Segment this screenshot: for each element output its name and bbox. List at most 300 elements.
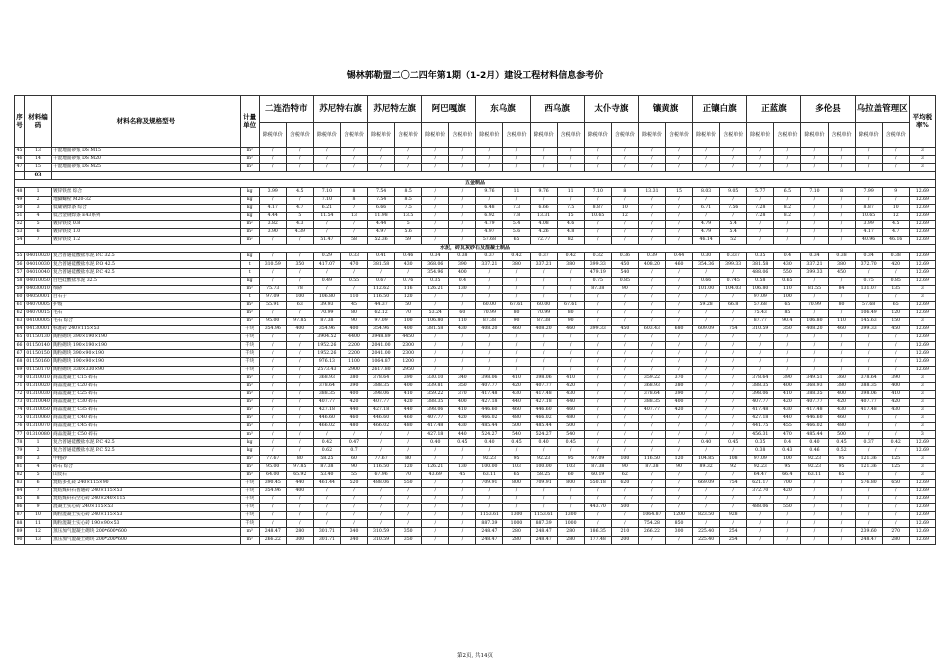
cell-price: 248.47	[476, 528, 503, 536]
cell-price: 0.75	[584, 277, 611, 285]
table-row	[15, 439, 936, 447]
cell-price: 4.79	[693, 220, 720, 228]
cell-price: /	[828, 220, 855, 228]
cell-price: 50	[395, 301, 422, 309]
cell-price: 410	[557, 374, 584, 382]
cell-price: /	[855, 487, 882, 495]
cell-price: /	[828, 212, 855, 220]
cell-price: 460	[557, 407, 584, 415]
cell-price: /	[368, 447, 395, 455]
cell-price: 46.16	[882, 237, 909, 245]
cell-price: /	[747, 512, 774, 520]
cell-price: 430	[828, 407, 855, 415]
cell-price: /	[638, 496, 665, 504]
cell-price: /	[449, 536, 476, 544]
cell-price: /	[449, 366, 476, 374]
cell-unit: m³	[240, 528, 259, 536]
cell-price: /	[855, 164, 882, 172]
cell-price: /	[747, 342, 774, 350]
cell-price: /	[665, 334, 692, 342]
cell-code: 04070015	[25, 309, 52, 317]
cell-price: 0.35	[747, 439, 774, 447]
cell-price: 90	[557, 317, 584, 325]
cell-price: 92.23	[801, 455, 828, 463]
cell-price: 266.22	[638, 528, 665, 536]
cell-tax-rate: 12.69	[909, 520, 935, 528]
header-price-incl-tax: 含税单价	[774, 123, 801, 148]
cell-price: 4.8	[557, 228, 584, 236]
cell-price: 0.49	[313, 277, 340, 285]
banner-header: 苏尼特右旗	[313, 96, 367, 123]
cell-price: 80	[395, 455, 422, 463]
cell-material-name: 山皮石	[52, 471, 241, 479]
cell-price: 1000	[503, 520, 530, 528]
cell-price: 400	[286, 487, 313, 495]
cell-material-name: 商品混凝土 C35 碎石	[52, 407, 241, 415]
cell-price: 95.00	[259, 317, 286, 325]
cell-price: /	[801, 220, 828, 228]
cell-price: /	[259, 374, 286, 382]
cell-code: 01150150	[25, 350, 52, 358]
cell-price: 62	[611, 471, 638, 479]
cell-price: 400	[449, 269, 476, 277]
cell-price: 4.44	[259, 212, 286, 220]
cell-code: 15	[25, 164, 52, 172]
cell-price: 8	[340, 188, 367, 196]
cell-price: /	[774, 334, 801, 342]
cell-price: /	[530, 277, 557, 285]
cell-material-name: 商品混凝土 C15 碎石	[52, 374, 241, 382]
cell-price: 500	[503, 423, 530, 431]
cell-seq: 61	[15, 301, 25, 309]
cell-price: /	[882, 358, 909, 366]
table-row	[15, 366, 936, 374]
cell-material-name: 白色硅酸盐水泥 32.5	[52, 277, 241, 285]
cell-price: /	[422, 520, 449, 528]
cell-price: 8.2	[774, 212, 801, 220]
cell-price: /	[584, 228, 611, 236]
header-price-incl-tax: 含税单价	[882, 123, 909, 148]
cell-price: /	[449, 504, 476, 512]
table-row	[15, 382, 936, 390]
cell-price: /	[313, 496, 340, 504]
cell-price: /	[638, 487, 665, 495]
cell-price: /	[665, 423, 692, 431]
cell-price: /	[665, 536, 692, 544]
cell-price: /	[530, 496, 557, 504]
section-spacer	[52, 172, 936, 180]
cell-price: /	[557, 334, 584, 342]
cell-unit: m³	[240, 390, 259, 398]
cell-price: 400	[395, 326, 422, 334]
cell-price: /	[693, 398, 720, 406]
cell-price: 120	[395, 293, 422, 301]
banner-header: 苏尼特左旗	[368, 96, 422, 123]
cell-price: 340	[449, 374, 476, 382]
cell-price: /	[313, 504, 340, 512]
cell-price: /	[665, 431, 692, 439]
cell-tax-rate: 12.69	[909, 504, 935, 512]
cell-price: 130	[449, 463, 476, 471]
header-price-excl-tax: 除税单价	[422, 123, 449, 148]
cell-material-name: 商品混凝土 C45 碎石	[52, 423, 241, 431]
cell-price: 407.77	[801, 398, 828, 406]
cell-price: /	[665, 285, 692, 293]
cell-price: /	[422, 455, 449, 463]
cell-price: 0.45	[720, 439, 747, 447]
cell-price: 427.18	[422, 431, 449, 439]
cell-price: /	[530, 269, 557, 277]
table-row	[15, 301, 936, 309]
cell-price: 131.07	[855, 285, 882, 293]
cell-price: 388.35	[855, 382, 882, 390]
cell-price: 410	[449, 407, 476, 415]
cell-price: /	[395, 504, 422, 512]
cell-price: 550	[395, 479, 422, 487]
cell-code: 14	[25, 156, 52, 164]
cell-price: 430	[395, 261, 422, 269]
header-price-incl-tax: 含税单价	[340, 123, 367, 148]
cell-price: 87.38	[313, 317, 340, 325]
cell-price: 390	[395, 374, 422, 382]
cell-code: 4	[25, 212, 52, 220]
cell-price: 480	[503, 415, 530, 423]
section-code: 03	[25, 172, 52, 180]
cell-price: 368.93	[801, 382, 828, 390]
cell-price: /	[530, 487, 557, 495]
cell-tax-rate: 3	[909, 374, 935, 382]
cell-price: 120	[882, 309, 909, 317]
cell-price: 15	[665, 188, 692, 196]
cell-material-name: 陶粒砌块 190×190×190	[52, 342, 241, 350]
cell-price: /	[882, 342, 909, 350]
cell-price: /	[368, 156, 395, 164]
cell-price: 0.42	[882, 439, 909, 447]
cell-price: 210	[611, 528, 638, 536]
cell-price: /	[368, 520, 395, 528]
cell-code: 2	[25, 447, 52, 455]
cell-price: 66.4	[774, 471, 801, 479]
cell-price: 8.03	[693, 188, 720, 196]
header-price-excl-tax: 除税单价	[638, 123, 665, 148]
cell-price: 57.68	[476, 237, 503, 245]
cell-price: /	[747, 228, 774, 236]
cell-price: 441.75	[747, 423, 774, 431]
cell-price: 4.5	[882, 220, 909, 228]
cell-price: /	[828, 293, 855, 301]
cell-price: /	[584, 196, 611, 204]
cell-price: 390	[449, 261, 476, 269]
cell-price: 420	[882, 398, 909, 406]
cell-price: 0.45	[828, 439, 855, 447]
cell-unit: m²	[240, 237, 259, 245]
cell-seq: 78	[15, 439, 25, 447]
cell-price: /	[611, 496, 638, 504]
cell-price: /	[286, 415, 313, 423]
cell-price: 4.39	[286, 228, 313, 236]
cell-price: 116	[395, 285, 422, 293]
cell-tax-rate: 3	[909, 407, 935, 415]
cell-price: /	[828, 504, 855, 512]
table-row	[15, 228, 936, 236]
cell-price: 430	[774, 261, 801, 269]
cell-price: 110	[449, 317, 476, 325]
cell-price: 87.38	[584, 285, 611, 293]
cell-unit: kg	[240, 447, 259, 455]
cell-price: /	[259, 504, 286, 512]
cell-price: 620	[611, 479, 638, 487]
cell-price: 0.36	[611, 253, 638, 261]
cell-price: 7.99	[855, 188, 882, 196]
cell-price: 58	[340, 237, 367, 245]
cell-price: /	[368, 512, 395, 520]
cell-price: /	[638, 237, 665, 245]
cell-price: /	[449, 528, 476, 536]
cell-price: 77.67	[368, 455, 395, 463]
cell-price: /	[801, 358, 828, 366]
cell-price: 399.33	[584, 326, 611, 334]
cell-price: /	[557, 504, 584, 512]
cell-price: 380	[340, 374, 367, 382]
cell-price: 488.06	[747, 504, 774, 512]
cell-price: /	[476, 447, 503, 455]
cell-price: /	[855, 269, 882, 277]
cell-price: 400	[882, 382, 909, 390]
cell-price: 8.2	[774, 204, 801, 212]
header-price-excl-tax: 除税单价	[584, 123, 611, 148]
cell-material-name: 陶粒砌块 330×330×90	[52, 366, 241, 374]
cell-tax-rate: 12.69	[909, 188, 935, 196]
cell-price: 8.5	[395, 188, 422, 196]
header-price-excl-tax: 除税单价	[476, 123, 503, 148]
cell-price: /	[882, 350, 909, 358]
cell-seq: 49	[15, 196, 25, 204]
banner-header: 多伦县	[801, 96, 855, 123]
cell-price: /	[665, 358, 692, 366]
cell-price: /	[259, 237, 286, 245]
cell-tax-rate: 12.69	[909, 204, 935, 212]
cell-price: /	[611, 390, 638, 398]
cell-seq: 76	[15, 423, 25, 431]
cell-price: /	[855, 358, 882, 366]
cell-price: 446.60	[476, 407, 503, 415]
cell-price: 398.06	[368, 390, 395, 398]
cell-price: 540	[611, 269, 638, 277]
cell-price: /	[449, 188, 476, 196]
cell-price: 65	[774, 301, 801, 309]
cell-price: /	[801, 334, 828, 342]
cell-price: /	[368, 148, 395, 156]
cell-material-name: 干混地面砂浆 DS M20	[52, 156, 241, 164]
cell-price: 100.00	[530, 463, 557, 471]
cell-price: /	[422, 204, 449, 212]
banner-header: 正镶白旗	[693, 96, 747, 123]
cell-price: /	[611, 520, 638, 528]
cell-price: /	[638, 148, 665, 156]
cell-price: 550.18	[584, 479, 611, 487]
cell-price: 82	[557, 237, 584, 245]
cell-price: /	[476, 164, 503, 172]
cell-material-name: 干混地面砂浆 DS M15	[52, 148, 241, 156]
cell-price: 45	[340, 301, 367, 309]
cell-price: 2950	[395, 366, 422, 374]
cell-price: /	[286, 342, 313, 350]
cell-price: 0.85	[611, 277, 638, 285]
cell-seq: 65	[15, 334, 25, 342]
cell-price: /	[584, 390, 611, 398]
page-footer: 第2页, 共14页	[457, 653, 493, 659]
cell-price: /	[286, 374, 313, 382]
cell-unit: m³	[240, 423, 259, 431]
cell-price: 350	[774, 326, 801, 334]
cell-price: /	[422, 228, 449, 236]
cell-price: 4.79	[476, 220, 503, 228]
cell-price: /	[476, 277, 503, 285]
cell-price: /	[286, 237, 313, 245]
cell-price: 349.51	[801, 374, 828, 382]
cell-code: 9	[25, 504, 52, 512]
cell-price: /	[449, 496, 476, 504]
cell-price: /	[422, 496, 449, 504]
cell-price: 7.5	[395, 204, 422, 212]
cell-tax-rate: 12.69	[909, 212, 935, 220]
cell-price: /	[774, 148, 801, 156]
cell-unit: 千块	[240, 520, 259, 528]
cell-seq: 62	[15, 309, 25, 317]
cell-price: 430	[774, 407, 801, 415]
cell-seq: 50	[15, 204, 25, 212]
cell-price: /	[828, 520, 855, 528]
banner-header: 太仆寺旗	[584, 96, 638, 123]
page-title: 锡林郭勒盟二〇二四年第1期（1-2月）建设工程材料信息参考价	[346, 71, 604, 81]
cell-price: 95	[828, 455, 855, 463]
cell-price: /	[530, 334, 557, 342]
cell-price: 378.64	[747, 374, 774, 382]
cell-price: 75.43	[747, 309, 774, 317]
cell-price: 301.71	[313, 528, 340, 536]
cell-price: /	[665, 148, 692, 156]
cell-price: /	[395, 156, 422, 164]
cell-price: 754.28	[638, 520, 665, 528]
cell-price: 58.25	[313, 455, 340, 463]
cell-price: /	[313, 269, 340, 277]
cell-price: /	[584, 398, 611, 406]
cell-price: /	[638, 301, 665, 309]
cell-price: 5.4	[503, 220, 530, 228]
cell-price: /	[638, 334, 665, 342]
cell-price: /	[638, 293, 665, 301]
cell-price: /	[720, 196, 747, 204]
cell-price: /	[665, 479, 692, 487]
cell-price: /	[828, 350, 855, 358]
cell-price: 4450	[395, 334, 422, 342]
cell-price: 84	[828, 285, 855, 293]
cell-price: 0.39	[638, 253, 665, 261]
cell-price: 92	[720, 463, 747, 471]
cell-price: /	[611, 164, 638, 172]
cell-seq: 45	[15, 148, 25, 156]
cell-code: 01310060	[25, 415, 52, 423]
cell-price: 446.60	[801, 415, 828, 423]
cell-code: 3	[25, 455, 52, 463]
cell-price: /	[422, 536, 449, 544]
cell-price: /	[720, 293, 747, 301]
table-row	[15, 415, 936, 423]
cell-price: 460	[340, 415, 367, 423]
cell-price: 100	[774, 455, 801, 463]
cell-price: 9.05	[720, 188, 747, 196]
banner-header: 二连浩特市	[259, 96, 313, 123]
cell-price: /	[611, 382, 638, 390]
table-row	[15, 342, 936, 350]
cell-tax-rate: 12.69	[909, 261, 935, 269]
cell-price: 420	[503, 382, 530, 390]
cell-price: 398.06	[855, 390, 882, 398]
cell-code: 1	[25, 439, 52, 447]
cell-price: /	[665, 156, 692, 164]
cell-unit: m³	[240, 156, 259, 164]
cell-price: 340	[340, 528, 367, 536]
cell-material-name: 镀锌铁丝 综合	[52, 188, 241, 196]
cell-price: 92.23	[801, 463, 828, 471]
cell-price: 4.97	[476, 228, 503, 236]
cell-price: 0.42	[503, 253, 530, 261]
table-row	[15, 326, 936, 334]
header-name: 材料名称及规格型号	[52, 96, 241, 148]
cell-price: 540	[557, 431, 584, 439]
cell-price: /	[638, 358, 665, 366]
table-row	[15, 512, 936, 520]
cell-price: 7.28	[747, 204, 774, 212]
cell-price: /	[422, 237, 449, 245]
table-row	[15, 188, 936, 196]
cell-price: /	[584, 293, 611, 301]
cell-price: 248.47	[476, 536, 503, 544]
cell-seq: 63	[15, 317, 25, 325]
header-price-incl-tax: 含税单价	[665, 123, 692, 148]
cell-price: /	[882, 269, 909, 277]
cell-price: 60.00	[530, 301, 557, 309]
cell-code: 04050001	[25, 293, 52, 301]
cell-price: /	[476, 334, 503, 342]
cell-price: /	[638, 447, 665, 455]
cell-price: /	[557, 487, 584, 495]
cell-price: /	[828, 237, 855, 245]
cell-price: /	[693, 496, 720, 504]
cell-price: 67.61	[503, 301, 530, 309]
cell-price: 0.55	[340, 277, 367, 285]
cell-code: 8	[25, 496, 52, 504]
cell-price: 1153.61	[530, 512, 557, 520]
cell-price: 8.5	[395, 196, 422, 204]
cell-price: 407.77	[422, 415, 449, 423]
cell-price: /	[530, 285, 557, 293]
cell-tax-rate: 12.69	[909, 479, 935, 487]
cell-price: /	[449, 447, 476, 455]
cell-price: 120	[665, 455, 692, 463]
cell-price: 11.54	[313, 212, 340, 220]
cell-price: /	[584, 366, 611, 374]
cell-unit: 千块	[240, 342, 259, 350]
cell-unit: kg	[240, 196, 259, 204]
cell-price: 407.77	[855, 398, 882, 406]
cell-price: /	[286, 366, 313, 374]
cell-price: /	[611, 309, 638, 317]
cell-unit: m³	[240, 374, 259, 382]
cell-price: /	[530, 156, 557, 164]
cell-price: /	[720, 504, 747, 512]
cell-price: 0.66	[693, 277, 720, 285]
